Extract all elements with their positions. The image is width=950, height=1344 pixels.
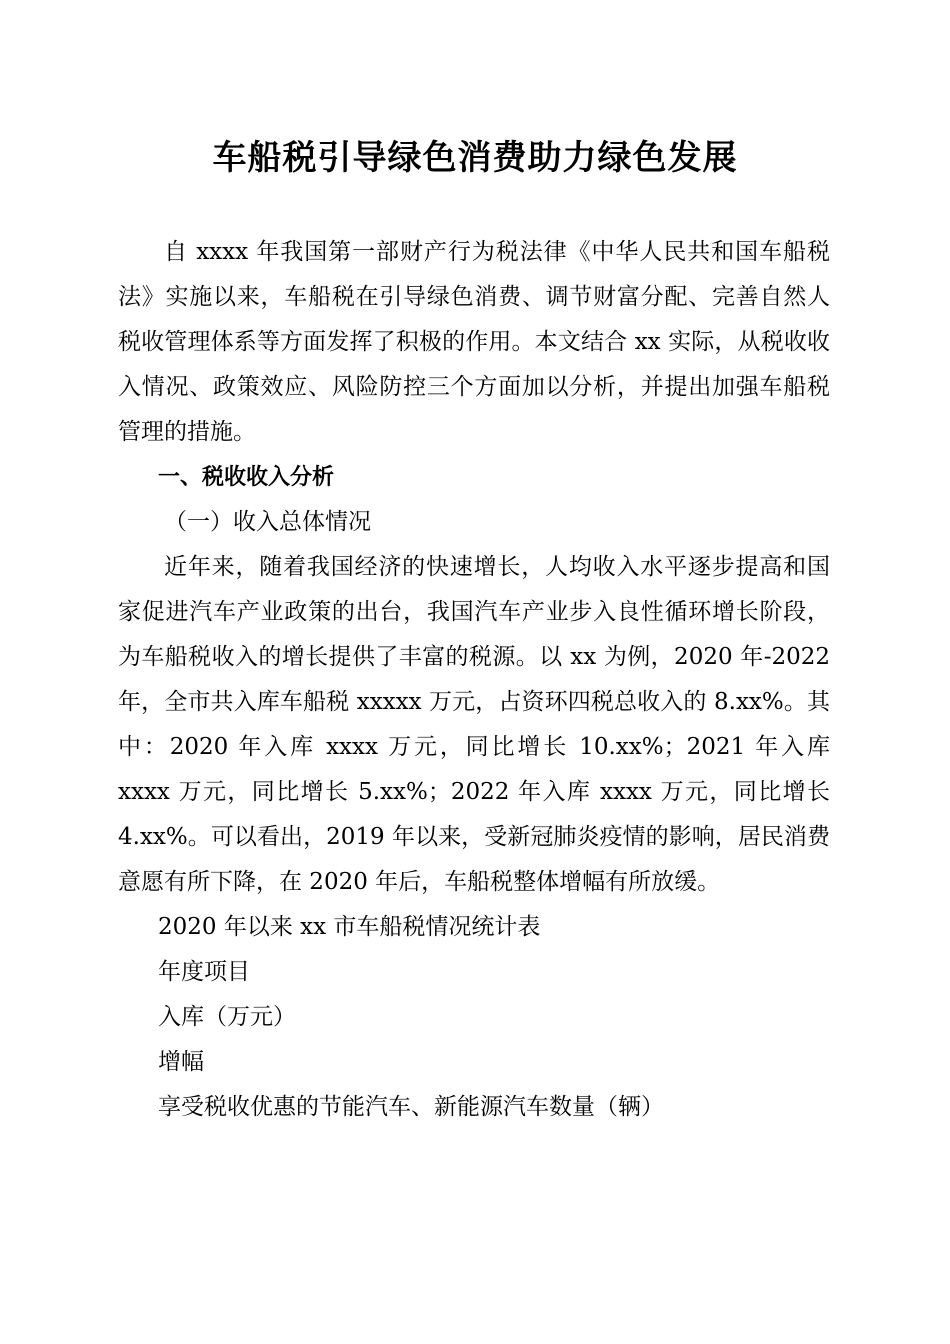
table-item-vehicle-count: 享受税收优惠的节能汽车、新能源汽车数量（辆） xyxy=(158,1094,664,1120)
table-item-revenue: 入库（万元） xyxy=(158,1004,296,1030)
revenue-paragraph: 近年来，随着我国经济的快速增长，人均收入水平逐步提高和国家促进汽车产业政策的出台，我国汽车产业步入良性循环增长阶段，为车船税收入的增长提供了丰富的税源。以 xx 为例，2020 年-2022 年，全市共入库车船税 xxxxx 万元，占资环四税总收入的 8.xx%。其中：2020 年入库 xxxx 万元，同比增长 10.xx%；2021 年入库 xxxx 万元，同比增长 5.xx%；2022 年入库 xxxx 万元，同比增长 4.xx%。可以看出，2019 年以来，受新冠肺炎疫情的影响，居民消费意愿有所下降，在 2020 年后，车船税整体增幅有所放缓。 xyxy=(118,554,830,895)
section-heading-1: 一、税收收入分析 xyxy=(158,465,335,490)
table-item-year: 年度项目 xyxy=(158,959,250,985)
subsection-heading-1: （一）收入总体情况 xyxy=(164,509,371,535)
document-body xyxy=(118,230,830,1130)
intro-paragraph: 自 xxxx 年我国第一部财产行为税法律《中华人民共和国车船税法》实施以来，车船税在引导绿色消费、调节财富分配、完善自然人税收管理体系等方面发挥了积极的作用。本文结合 xx 实际，从税收收入情况、政策效应、风险防控三个方面加以分析，并提出加强车船税管理的措施。 xyxy=(118,239,830,445)
table-item-growth: 增幅 xyxy=(158,1049,204,1075)
document-title: 车船税引导绿色消费助力绿色发展 xyxy=(212,138,738,178)
table-caption: 2020 年以来 xx 市车船税情况统计表 xyxy=(158,914,541,940)
